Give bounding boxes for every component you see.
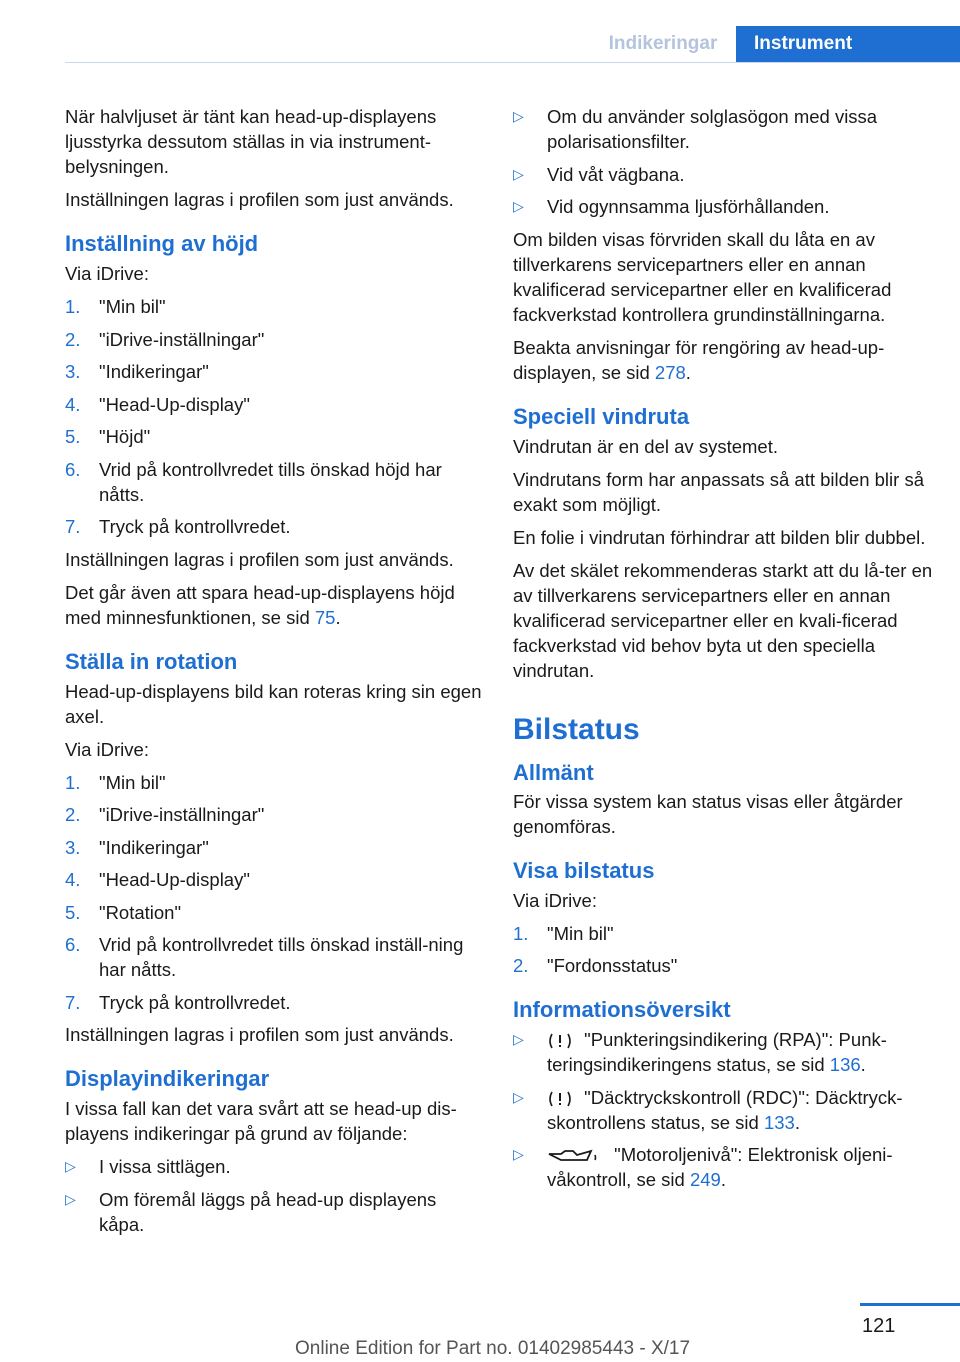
list-item: 3. "Indikeringar"	[65, 836, 209, 858]
triangle-bullet-icon: ▷	[65, 1190, 76, 1207]
list-item: 6. Vrid på kontrollvredet tills önskad höjd har nåtts.	[65, 458, 442, 505]
page-link[interactable]: 133	[763, 1111, 795, 1133]
list-item: ▷ "Punkteringsindikering (RPA)": Punk-teringsindikeringens status, se sid 136.	[513, 1029, 887, 1075]
paragraph: Av det skälet rekommenderas starkt att du lå-ter en av tillverkarens servicepartners eller en annan kvalificerad servicepartner eller en kvali-ficerad fackverkstad vid behov byta ut den speciella vindrutan.	[513, 559, 933, 681]
list-item: ▷ "Däcktryckskontroll (RDC)": Däcktryck-skontrollens status, se sid 133.	[513, 1086, 903, 1133]
footer-rule	[860, 1303, 960, 1306]
paragraph: Head-up-displayens bild kan roteras kring sin egen axel.	[65, 680, 482, 727]
list-item: 1. "Min bil"	[65, 296, 166, 317]
tab-indikeringar[interactable]: Indikeringar	[608, 33, 718, 54]
bullet-list	[513, 104, 933, 219]
page-link[interactable]: 249	[689, 1169, 721, 1190]
edition-footer: Online Edition for Part no. 01402985443 - X/17	[295, 1338, 691, 1359]
tire-warning-icon	[547, 1031, 573, 1051]
list-item: ▷ "Motoroljenivå": Elektronisk oljeni-våkontroll, se sid 249.	[513, 1144, 893, 1190]
list-item: 3. "Indikeringar"	[65, 361, 209, 382]
list-item: 7. Tryck på kontrollvredet.	[65, 991, 291, 1013]
list-item: ▷ I vissa sittlägen.	[65, 1156, 231, 1177]
heading-information: Informationsöversikt	[513, 997, 731, 1022]
heading-height: Inställning av höjd	[65, 231, 259, 256]
list-item: ▷ Vid våt vägbana.	[513, 163, 685, 185]
paragraph: För vissa system kan status visas eller åtgärder genomföras.	[513, 790, 903, 837]
list-item: 6. Vrid på kontrollvredet tills önskad inställ-ning har nåtts.	[65, 934, 464, 980]
list-item: 1. "Min bil"	[513, 922, 614, 944]
paragraph: Inställningen lagras i profilen som just används.	[65, 189, 454, 210]
triangle-bullet-icon: ▷	[513, 165, 524, 182]
triangle-bullet-icon: ▷	[513, 198, 524, 214]
paragraph: I vissa fall kan det vara svårt att se head-up dis-playens indikeringar på grund av följande:	[65, 1098, 457, 1144]
list-item: ▷ Om du använder solglasögon med vissa polarisationsfilter.	[513, 106, 878, 152]
list-item: 4. "Head-Up-display"	[65, 869, 250, 890]
list-item: ▷ Vid ogynnsamma ljusförhållanden.	[513, 196, 830, 217]
list-item: 5. "Höjd"	[65, 426, 151, 447]
list-item: 2. "iDrive-inställningar"	[65, 804, 265, 825]
heading-bilstatus: Bilstatus	[513, 712, 640, 746]
list-item: ▷ Om föremål läggs på head-up displayens kåpa.	[65, 1188, 437, 1235]
page-link[interactable]: 75	[314, 606, 336, 628]
triangle-bullet-icon: ▷	[513, 1088, 524, 1105]
paragraph: Inställningen lagras i profilen som just används.	[65, 548, 454, 570]
heading-display: Displayindikeringar	[65, 1066, 270, 1091]
paragraph: Om bilden visas förvriden skall du låta en av tillverkarens servicepartners eller en annan kvalificerad servicepartner eller en kvalificerad fackverkstad kontrollera grundinställningarna.	[513, 228, 892, 325]
paragraph: När halvljuset är tänt kan head-up-displayens ljusstyrka dessutom ställas in via instrument-belysningen.	[65, 106, 437, 177]
steps-list-rotation	[65, 770, 483, 1015]
page-link[interactable]: 278	[654, 361, 686, 383]
via-idrive: Via iDrive:	[65, 263, 149, 284]
list-item: 2. "iDrive-inställningar"	[65, 328, 265, 350]
heading-rotation: Ställa in rotation	[65, 648, 238, 674]
list-item: 4. "Head-Up-display"	[65, 393, 250, 415]
left-column	[65, 104, 483, 1244]
header-rule	[65, 62, 960, 63]
paragraph: Beakta anvisningar för rengöring av head-up-displayen, se sid 278.	[513, 336, 885, 383]
paragraph: En folie i vindrutan förhindrar att bilden blir dubbel.	[513, 526, 926, 548]
tab-instrument[interactable]: Instrument	[736, 26, 960, 62]
list-item: 5. "Rotation"	[65, 901, 182, 923]
tire-warning-icon	[547, 1089, 573, 1109]
steps-list-status	[513, 921, 933, 979]
list-item: 2. "Fordonsstatus"	[513, 955, 678, 976]
paragraph: Inställningen lagras i profilen som just används.	[65, 1024, 454, 1045]
paragraph: Det går även att spara head-up-displayens höjd med minnesfunktionen, se sid 75.	[65, 581, 455, 628]
triangle-bullet-icon: ▷	[65, 1158, 76, 1174]
page-number: 121	[862, 1315, 896, 1337]
triangle-bullet-icon: ▷	[513, 1031, 524, 1047]
heading-allmant: Allmänt	[513, 759, 594, 785]
steps-list-height	[65, 294, 483, 539]
bullet-list	[65, 1154, 483, 1237]
list-item: 7. Tryck på kontrollvredet.	[65, 516, 291, 537]
via-idrive: Via iDrive:	[65, 738, 149, 760]
triangle-bullet-icon: ▷	[513, 108, 524, 124]
heading-visa-bilstatus: Visa bilstatus	[513, 857, 655, 883]
heading-windshield: Speciell vindruta	[513, 403, 690, 429]
right-column	[513, 104, 933, 1200]
paragraph: Vindrutans form har anpassats så att bilden blir så exakt som möjligt.	[513, 468, 924, 515]
list-item: 1. "Min bil"	[65, 771, 166, 793]
paragraph: Vindrutan är en del av systemet.	[513, 435, 778, 457]
oil-can-icon	[547, 1146, 603, 1166]
page-link[interactable]: 136	[829, 1054, 861, 1075]
via-idrive: Via iDrive:	[513, 889, 597, 911]
triangle-bullet-icon: ▷	[513, 1146, 524, 1162]
info-list	[513, 1027, 933, 1192]
